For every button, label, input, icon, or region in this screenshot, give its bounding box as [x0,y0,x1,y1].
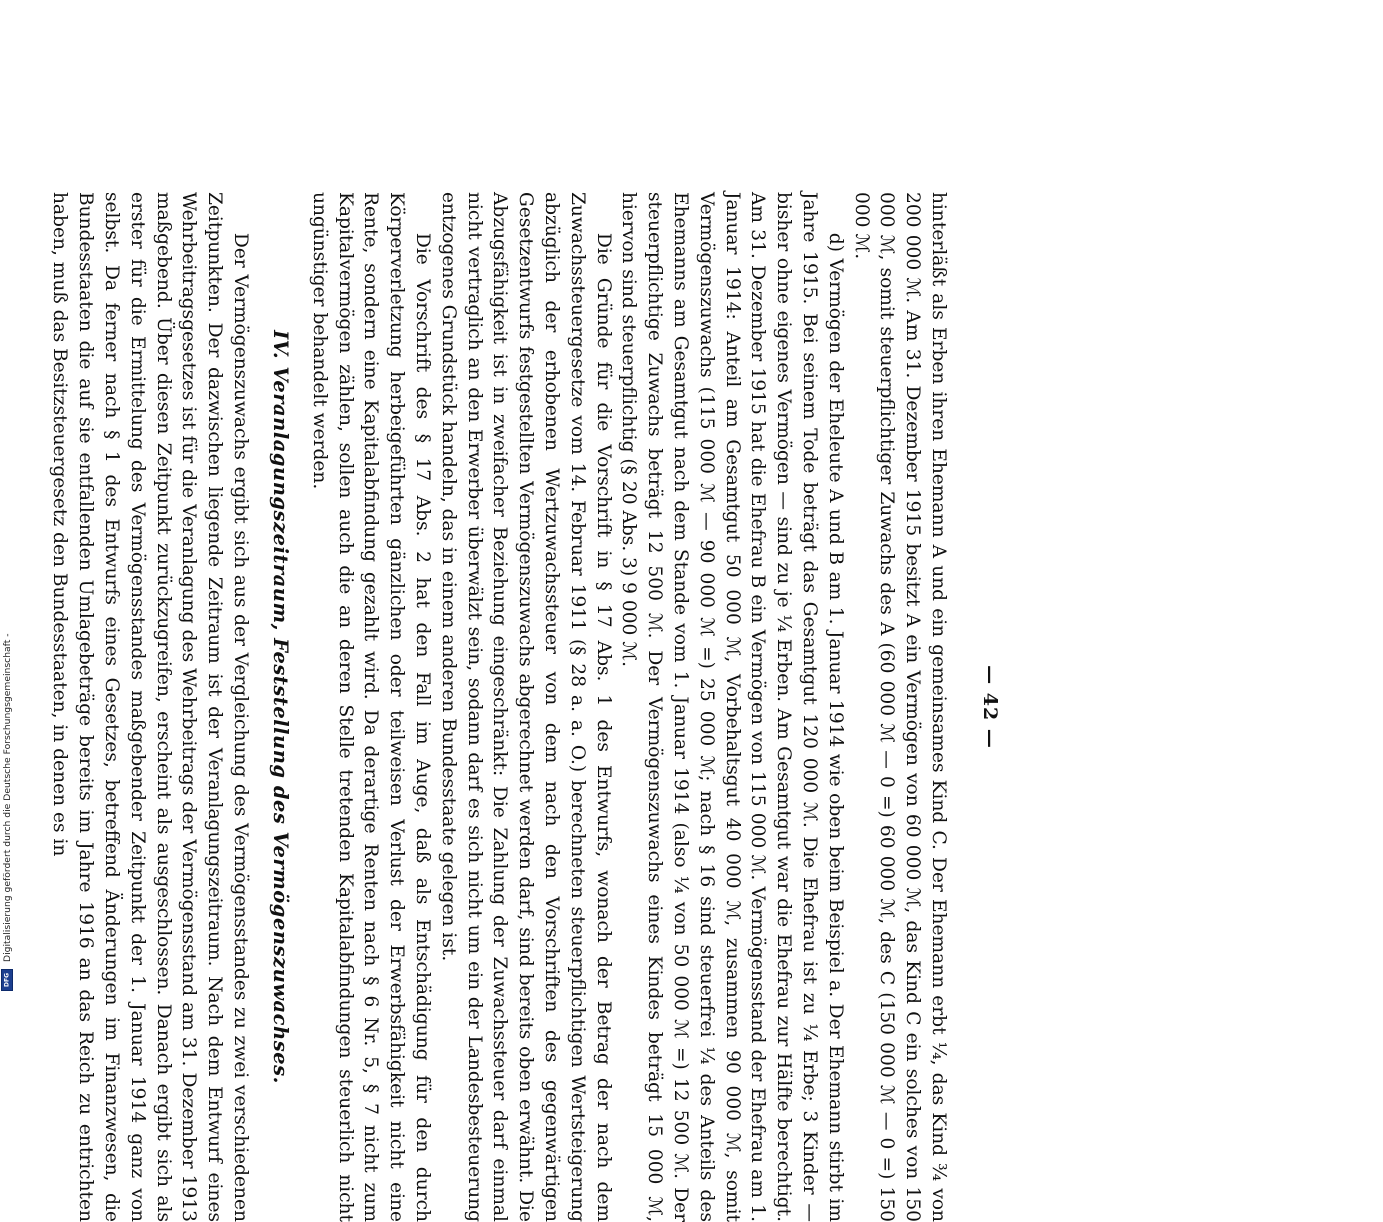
section-heading: IV. Veranlagungszeitraum, Feststellung des Vermögenszuwachses. [269,330,293,1084]
dfg-logo-icon [1,969,13,991]
paragraph-1: hinterläßt als Erben ihren Ehemann A und ein gemeinsames Kind C. Der Ehemann erbt ¼, das Kind ¾ von 200 000 ℳ. Am 31. Dezember 1915 besitzt A ein Vermögen von 60 000 ℳ, das Kind C ein solches von 150 000 ℳ, somit steuerpflichtiger Zuwachs des A (60 000 ℳ — 0 =) 60 000 ℳ, des C (150 000 ℳ — 0 =) 150 000 ℳ. [850,192,949,1222]
dfg-logo-text: DFG [3,972,11,988]
page-number: — 42 — [979,665,1001,749]
paragraph-5: Der Vermögenszuwachs ergibt sich aus der Vergleichung des Vermögensstandes zu zwei verschiedenen Zeitpunkten. Der dazwischen liegende Zeitraum ist der Veranlagungszeitraum. Nach dem Entwurf eines Wehrbeitragsgesetzes ist für die Veranlagung des Wehrbeitrags der Vermögensstand am 31. Dezember 1913 maßgebend. Über diesen Zeitpunkt zurückzugreifen, erscheint als ausgeschlossen. Danach ergibt sich als erster für die Ermittelung des Vermögensstandes maßgebender Zeitpunkt der 1. Januar 1914 ganz von selbst. Da ferner nach § 1 des Entwurfs eines Gesetzes, betreffend Änderungen im Finanzwesen, die Bundesstaaten die auf sie entfallenden Umlagebeträge bereits im Jahre 1916 an das Reich zu entrichten haben, muß das Besitzsteuergesetz den Bundesstaaten, in denen es in [49,192,252,1222]
paragraph-4: Die Vorschrift des § 17 Abs. 2 hat den Fall im Auge, daß als Entschädigung für den durch Körperverletzung herbeigeführten gänzlichen oder teilweisen Verlust der Erwerbsfähigkeit nicht eine Rente, sondern eine Kapitalabfindung gezahlt wird. Da derartige Renten nach § 6 Nr. 5, § 7 nicht zum Kapitalvermögen zählen, sollen auch die an deren Stelle tretenden Kapitalabfindungen steuerlich nicht ungünstiger behandelt werden. [308,192,434,1222]
digitization-sidebar [0,602,14,1000]
paragraph-3: Die Gründe für die Vorschrift in § 17 Abs. 1 des Entwurfs, wonach der Betrag der nach dem Zuwachssteuergesetze vom 14. Februar 1911 (§ 28 a. a. O.) berechneten steuerpflichtigen Wertsteigerung abzüglich der erhobenen Wertzuwachssteuer von dem nach den Vorschriften des gegenwärtigen Gesetzentwurfs festgestellten Vermögenszuwachs abgerechnet werden darf, sind bereits oben erwähnt. Die Abzugsfähigkeit ist in zweifacher Beziehung eingeschränkt: Die Zahlung der Zuwachssteuer darf einmal nicht vertraglich an den Erwerber überwälzt sein, sodann darf es sich nicht um ein der Landesbesteuerung entzogenes Grundstück handeln, das in einem anderen Bundesstaate gelegen ist. [437,192,614,1222]
paragraph-2: d) Vermögen der Eheleute A und B am 1. Januar 1914 wie oben beim Beispiel a. Der Ehemann stirbt im Jahre 1915. Bei seinem Tode beträgt das Gesamtgut 120 000 ℳ. Die Ehefrau ist zu ¼ Erbe; 3 Kinder — bisher ohne eigenes Vermögen — sind zu je ¼ Erben. Am Gesamtgut war die Ehefrau zur Hälfte berechtigt. Am 31. Dezember 1915 hat die Ehefrau B ein Vermögen von 115 000 ℳ. Vermögensstand der Ehefrau am 1. Januar 1914: Anteil am Gesamtgut 50 000 ℳ, Vorbehaltsgut 40 000 ℳ, zusammen 90 000 ℳ, somit Vermögenszuwachs (115 000 ℳ — 90 000 ℳ =) 25 000 ℳ; nach § 16 sind steuerfrei ¼ des Anteils des Ehemanns am Gesamtgut nach dem Stande vom 1. Januar 1914 (also ¼ von 50 000 ℳ =) 12 500 ℳ. Der steuerpflichtige Zuwachs beträgt 12 500 ℳ. Der Vermögenszuwachs eines Kindes beträgt 15 000 ℳ, hiervon sind steuerpflichtig (§ 20 Abs. 3) 9 000 ℳ. [618,192,846,1222]
rotated-scanned-page [49,192,1001,1222]
digitization-credit: Digitalisierung gefördert durch die Deutsche Forschungsgemeinschaft - [2,633,13,962]
